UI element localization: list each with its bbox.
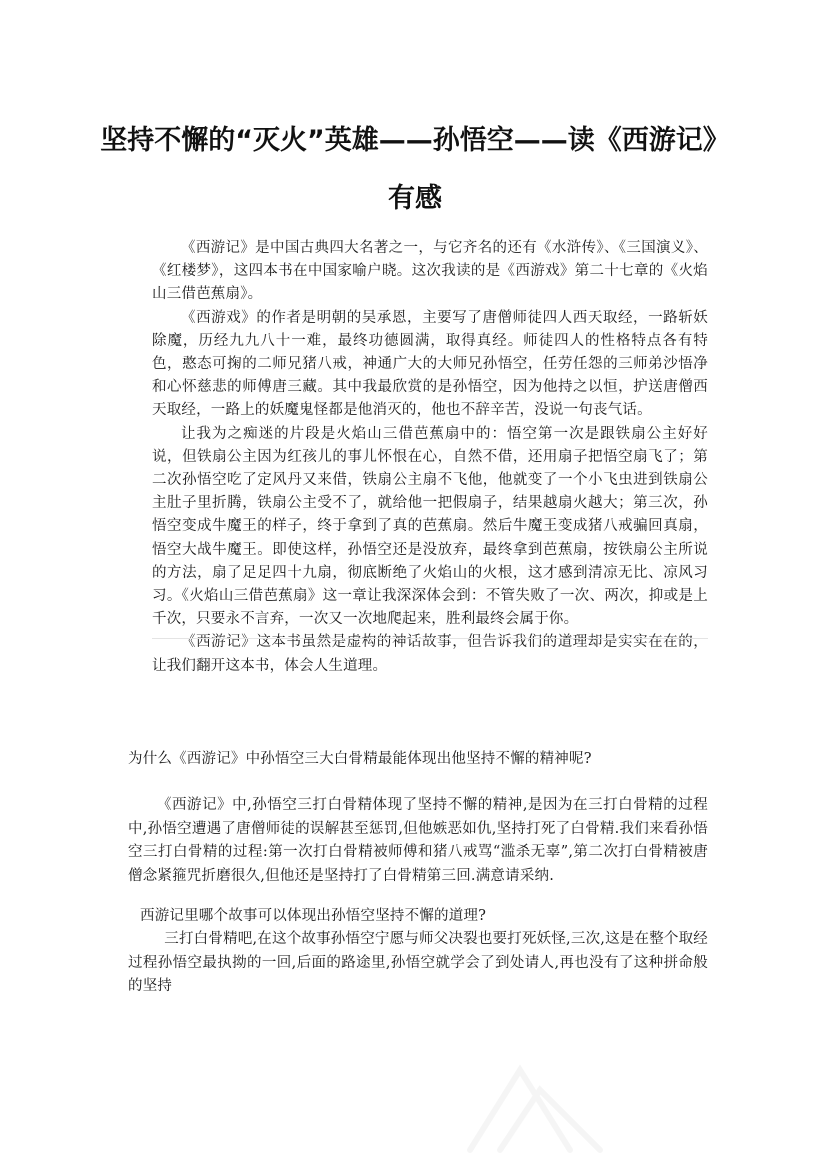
title-line-1: 坚持不懈的“灭火”英雄——孙悟空——读《西游记》	[100, 125, 730, 156]
essay-paragraph: 《西游记》是中国古典四大名著之一，与它齐名的还有《水浒传》、《三国演义》、《红楼梦》，这四本书在中国家喻户晓。这次我读的是《西游戏》第二十七章的《火焰山三借芭蕉扇》。	[152, 240, 708, 303]
section-divider	[152, 638, 708, 639]
question-2	[140, 905, 708, 929]
answer-2	[128, 928, 708, 999]
watermark-icon	[430, 1050, 630, 1160]
essay-body	[152, 237, 708, 678]
answer-text: 《西游记》中,孙悟空三打白骨精体现了坚持不懈的精神,是因为在三打白骨精的过程中,孙悟空遭遇了唐僧师徒的误解甚至惩罚,但他嫉恶如仇,坚持打死了白骨精.我们来看孙悟空三打白骨精的过程:第一次打白骨精被师傅和猪八戒骂“滥杀无辜”,第二次打白骨精被唐僧念紧箍咒折磨很久,但他还是坚持打了白骨精第三回.满意请采纳.	[128, 797, 708, 884]
essay-paragraph: 《西游戏》的作者是明朝的吴承恩，主要写了唐僧师徒四人西天取经，一路斩妖除魔，历经九九八十一难，最终功德圆满，取得真经。师徒四人的性格特点各有特色，憨态可掬的二师兄猪八戒，神通广大的大师兄孙悟空，任劳任怨的三师弟沙悟净和心怀慈悲的师傅唐三藏。其中我最欣赏的是孙悟空，因为他持之以恒，护送唐僧西天取经，一路上的妖魔鬼怪都是他消灭的，他也不辞辛苦，没说一句丧气话。	[152, 309, 708, 419]
title-line-2: 有感	[388, 183, 442, 214]
question-text: 为什么《西游记》中孙悟空三大白骨精最能体现出他坚持不懈的精神呢?	[128, 751, 592, 767]
question-text: 西游记里哪个故事可以体现出孙悟空坚持不懈的道理?	[140, 908, 487, 924]
answer-text: 三打白骨精吧,在这个故事孙悟空宁愿与师父决裂也要打死妖怪,三次,这是在整个取经过程孙悟空最执拗的一回,后面的路途里,孙悟空就学会了到处请人,再也没有了这种拼命般的坚持	[128, 931, 708, 994]
question-1	[128, 748, 708, 772]
document-title	[100, 112, 730, 228]
essay-paragraph: 《西游记》这本书虽然是虚构的神话故事，但告诉我们的道理却是实实在在的，让我们翻开这本书，体会人生道理。	[152, 634, 708, 674]
answer-1	[128, 794, 708, 888]
essay-paragraph: 让我为之痴迷的片段是火焰山三借芭蕉扇中的：悟空第一次是跟铁扇公主好好说，但铁扇公主因为红孩儿的事儿怀恨在心，自然不借，还用扇子把悟空扇飞了；第二次孙悟空吃了定风丹又来借，铁扇公主扇不飞他，他就变了一个小飞虫进到铁扇公主肚子里折腾，铁扇公主受不了，就给他一把假扇子，结果越扇火越大；第三次，孙悟空变成牛魔王的样子，终于拿到了真的芭蕉扇。然后牛魔王变成猪八戒骗回真扇，悟空大战牛魔王。即使这样，孙悟空还是没放弃，最终拿到芭蕉扇，按铁扇公主所说的方法，扇了足足四十九扇，彻底断绝了火焰山的火根，这才感到清凉无比、凉风习习。《火焰山三借芭蕉扇》这一章让我深深体会到：不管失败了一次、两次，抑或是上千次，只要永不言弃，一次又一次地爬起来，胜利最终会属于你。	[152, 425, 708, 628]
